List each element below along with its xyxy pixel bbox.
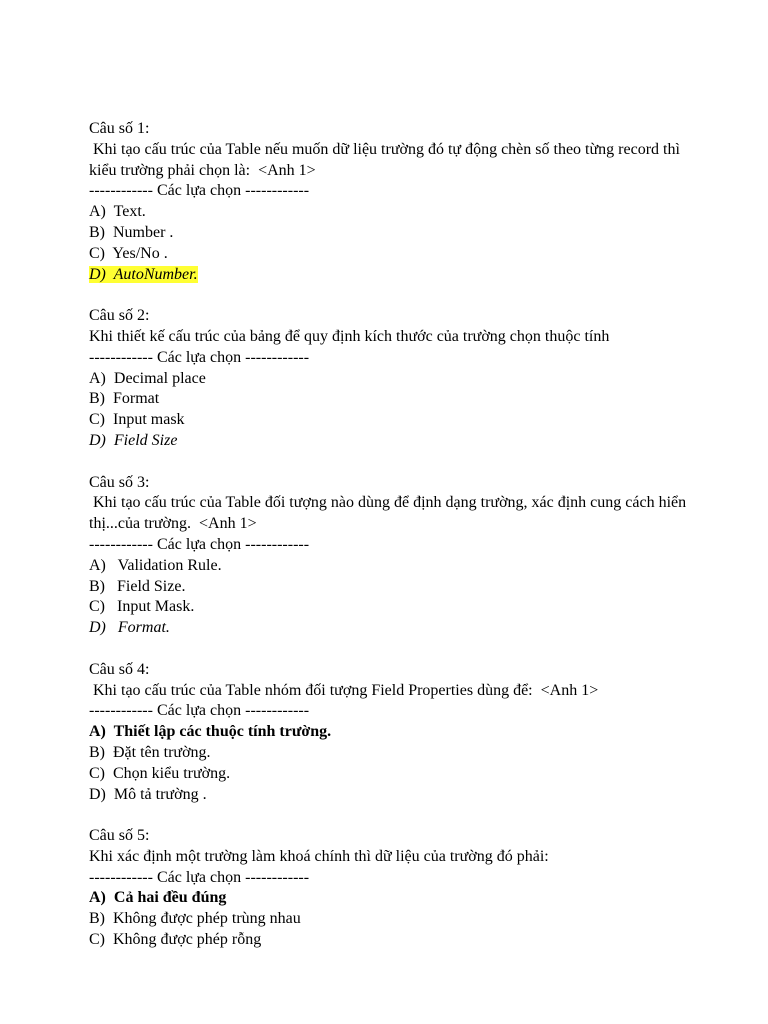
question-text: Khi tạo cấu trúc của Table nhóm đối tượng Field Properties dùng để: <Anh 1>	[89, 681, 599, 699]
option-c: C) Không được phép rỗng	[89, 931, 262, 949]
choices-separator: ------------ Các lựa chọn ------------	[89, 702, 310, 720]
question-title: Câu số 4:	[89, 660, 150, 678]
option-c: C) Input Mask.	[89, 598, 195, 616]
option-a: A) Validation Rule.	[89, 556, 222, 574]
question-3	[89, 473, 689, 639]
answer-highlight: D) AutoNumber.	[89, 265, 198, 283]
question-title: Câu số 2:	[89, 307, 150, 325]
option-d: D) Mô tả trường .	[89, 785, 207, 803]
option-a-answer: A) Thiết lập các thuộc tính trường.	[89, 723, 332, 741]
option-a: A) Text.	[89, 203, 146, 221]
document-page	[89, 119, 689, 972]
option-d-answer: D) Field Size	[89, 431, 178, 449]
option-c: C) Input mask	[89, 411, 185, 429]
question-text: Khi xác định một trường làm khoá chính thì dữ liệu của trường đó phải:	[89, 847, 549, 865]
option-b: B) Format	[89, 390, 160, 408]
option-d-answer: D) Format.	[89, 619, 170, 637]
question-text: Khi tạo cấu trúc của Table đối tượng nào dùng để định dạng trường, xác định cung cách hiển thị...của trường. <Anh 1>	[89, 494, 691, 533]
option-b: B) Number .	[89, 223, 174, 241]
question-5	[89, 826, 689, 951]
option-b: B) Không được phép trùng nhau	[89, 910, 301, 928]
question-title: Câu số 1:	[89, 120, 150, 137]
choices-separator: ------------ Các lựa chọn ------------	[89, 868, 310, 886]
question-title: Câu số 3:	[89, 473, 150, 491]
option-a-answer: A) Cả hai đều đúng	[89, 889, 227, 907]
option-b: B) Đặt tên trường.	[89, 743, 211, 761]
option-d-answer	[89, 265, 689, 286]
choices-separator: ------------ Các lựa chọn ------------	[89, 535, 310, 553]
question-text: Khi thiết kế cấu trúc của bảng để quy định kích thước của trường chọn thuộc tính	[89, 327, 610, 345]
option-a: A) Decimal place	[89, 369, 206, 387]
question-4	[89, 660, 689, 806]
option-c: C) Chọn kiểu trường.	[89, 764, 231, 782]
choices-separator: ------------ Các lựa chọn ------------	[89, 182, 310, 200]
question-text: Khi tạo cấu trúc của Table nếu muốn dữ liệu trường đó tự động chèn số theo từng record thì kiểu trường phải chọn là: <Anh 1>	[89, 140, 684, 179]
question-2	[89, 306, 689, 452]
option-b: B) Field Size.	[89, 577, 186, 595]
question-title: Câu số 5:	[89, 827, 150, 845]
question-1	[89, 119, 689, 285]
option-c: C) Yes/No .	[89, 244, 168, 262]
choices-separator: ------------ Các lựa chọn ------------	[89, 348, 310, 366]
